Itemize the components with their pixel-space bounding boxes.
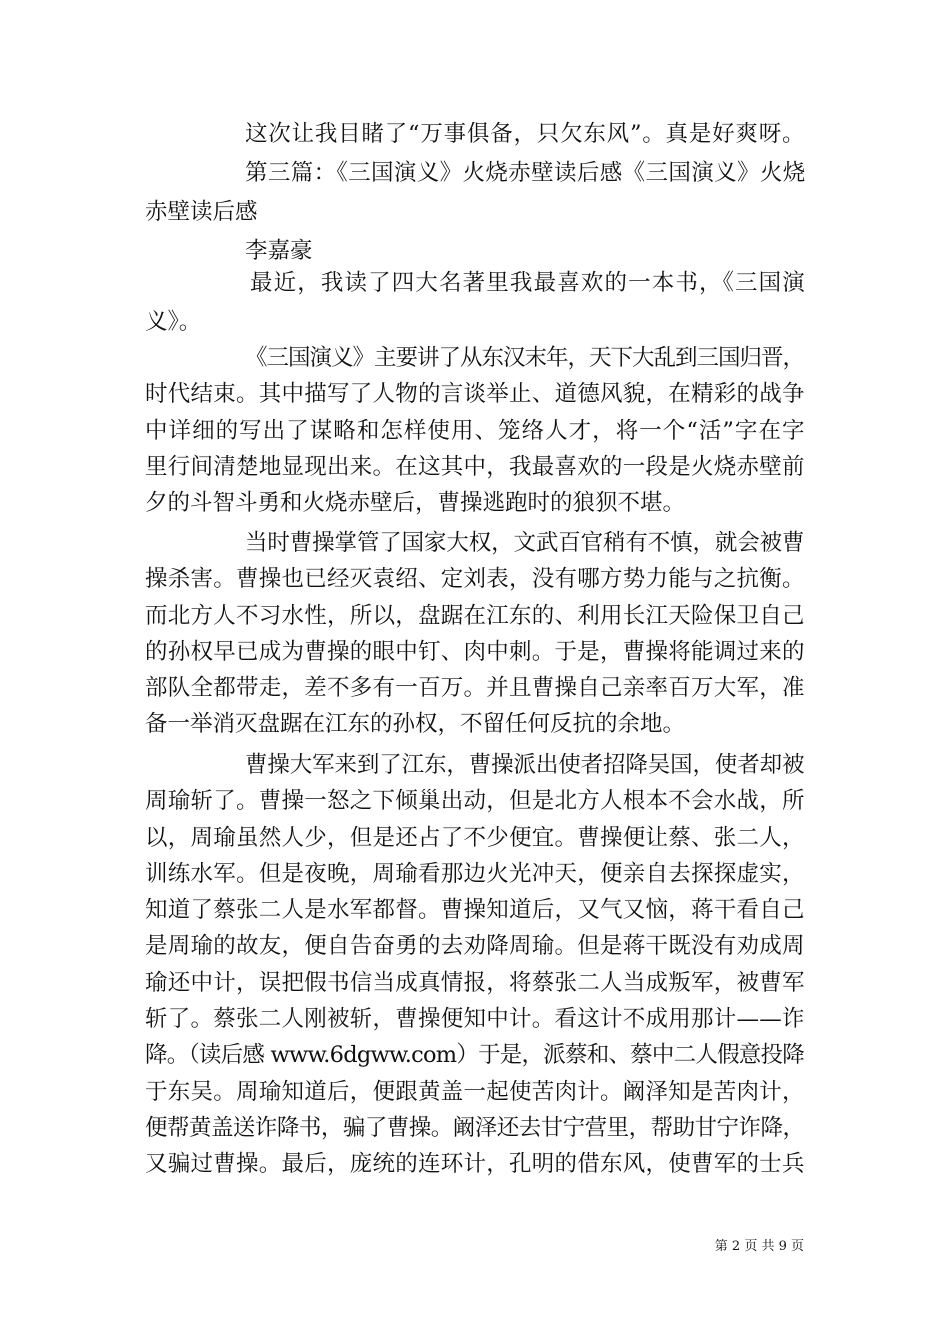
section-heading-line: 第三篇：《三国演义》火烧赤壁读后感《三国演义》火烧 [245, 160, 806, 186]
text-line: 夕的斗智斗勇和火烧赤壁后，曹操逃跑时的狼狈不堪。 [145, 490, 686, 516]
text-line: 的孙权早已成为曹操的眼中钉、肉中刺。于是，曹操将能调过来的 [145, 639, 805, 665]
text-line: 操杀害。曹操也已经灭袁绍、定刘表，没有哪方势力能与之抗衡。 [145, 566, 805, 592]
text-line: 最近，我读了四大名著里我最喜欢的一本书，《三国演 [250, 270, 806, 296]
text-line: 训练水军。但是夜晚，周瑜看那边火光冲天，便亲自去探探虚实， [145, 861, 805, 887]
text-line: 瑜还中计，误把假书信当成真情报，将蔡张二人当成叛军，被曹军 [145, 970, 805, 996]
text-line: 周瑜斩了。曹操一怒之下倾巢出动，但是北方人根本不会水战，所 [145, 788, 805, 814]
text-line: 里行间清楚地显现出来。在这其中，我最喜欢的一段是火烧赤壁前 [145, 454, 805, 480]
text-line: 部队全都带走，差不多有一百万。并且曹操自己亲率百万大军，准 [145, 675, 805, 701]
text-line: 而北方人不习水性，所以，盘踞在江东的、利用长江天险保卫自己 [145, 603, 805, 629]
text-line: 便帮黄盖送诈降书，骗了曹操。阚泽还去甘宁营里，帮助甘宁诈降， [145, 1115, 805, 1141]
section-heading-line: 赤壁读后感 [145, 199, 258, 225]
text-line: 当时曹操掌管了国家大权，文武百官稍有不慎，就会被曹 [245, 530, 805, 556]
text-line: 曹操大军来到了江东，曹操派出使者招降吴国，使者却被 [245, 752, 805, 778]
page-number-footer: 第 2 页 共 9 页 [714, 1239, 804, 1254]
text-line: 备一举消灭盘踞在江东的孙权，不留任何反抗的余地。 [145, 711, 686, 737]
text-line: 以，周瑜虽然人少，但是还占了不少便宜。曹操便让蔡、张二人， [145, 825, 805, 851]
text-line: 是周瑜的故友，便自告奋勇的去劝降周瑜。但是蒋干既没有劝成周 [145, 933, 805, 959]
text-line: 知道了蔡张二人是水军都督。曹操知道后，又气又恼，蒋干看自己 [145, 897, 805, 923]
text-line: 斩了。蔡张二人刚被斩，曹操便知中计。看这计不成用那计——诈 [145, 1006, 805, 1032]
text-line: 中详细的写出了谋略和怎样使用、笼络人才，将一个“活”字在字 [145, 418, 806, 444]
text-line: 降。（读后感 www.6dgww.com）于是，派蔡和、蔡中二人假意投降 [145, 1042, 804, 1068]
text-line: 《三国演义》主要讲了从东汉末年，天下大乱到三国归晋， [245, 345, 805, 371]
text-line: 于东吴。周瑜知道后，便跟黄盖一起使苦肉计。阚泽知是苦肉计， [145, 1079, 805, 1105]
text-line: 这次让我目睹了“万事俱备，只欠东风”。真是好爽呀。 [245, 121, 806, 147]
author-name: 李嘉豪 [245, 238, 313, 264]
text-line: 义》。 [145, 309, 202, 335]
text-line: 时代结束。其中描写了人物的言谈举止、道德风貌，在精彩的战争 [145, 381, 805, 407]
text-line: 又骗过曹操。最后，庞统的连环计，孔明的借东风，使曹军的士兵 [145, 1151, 805, 1177]
